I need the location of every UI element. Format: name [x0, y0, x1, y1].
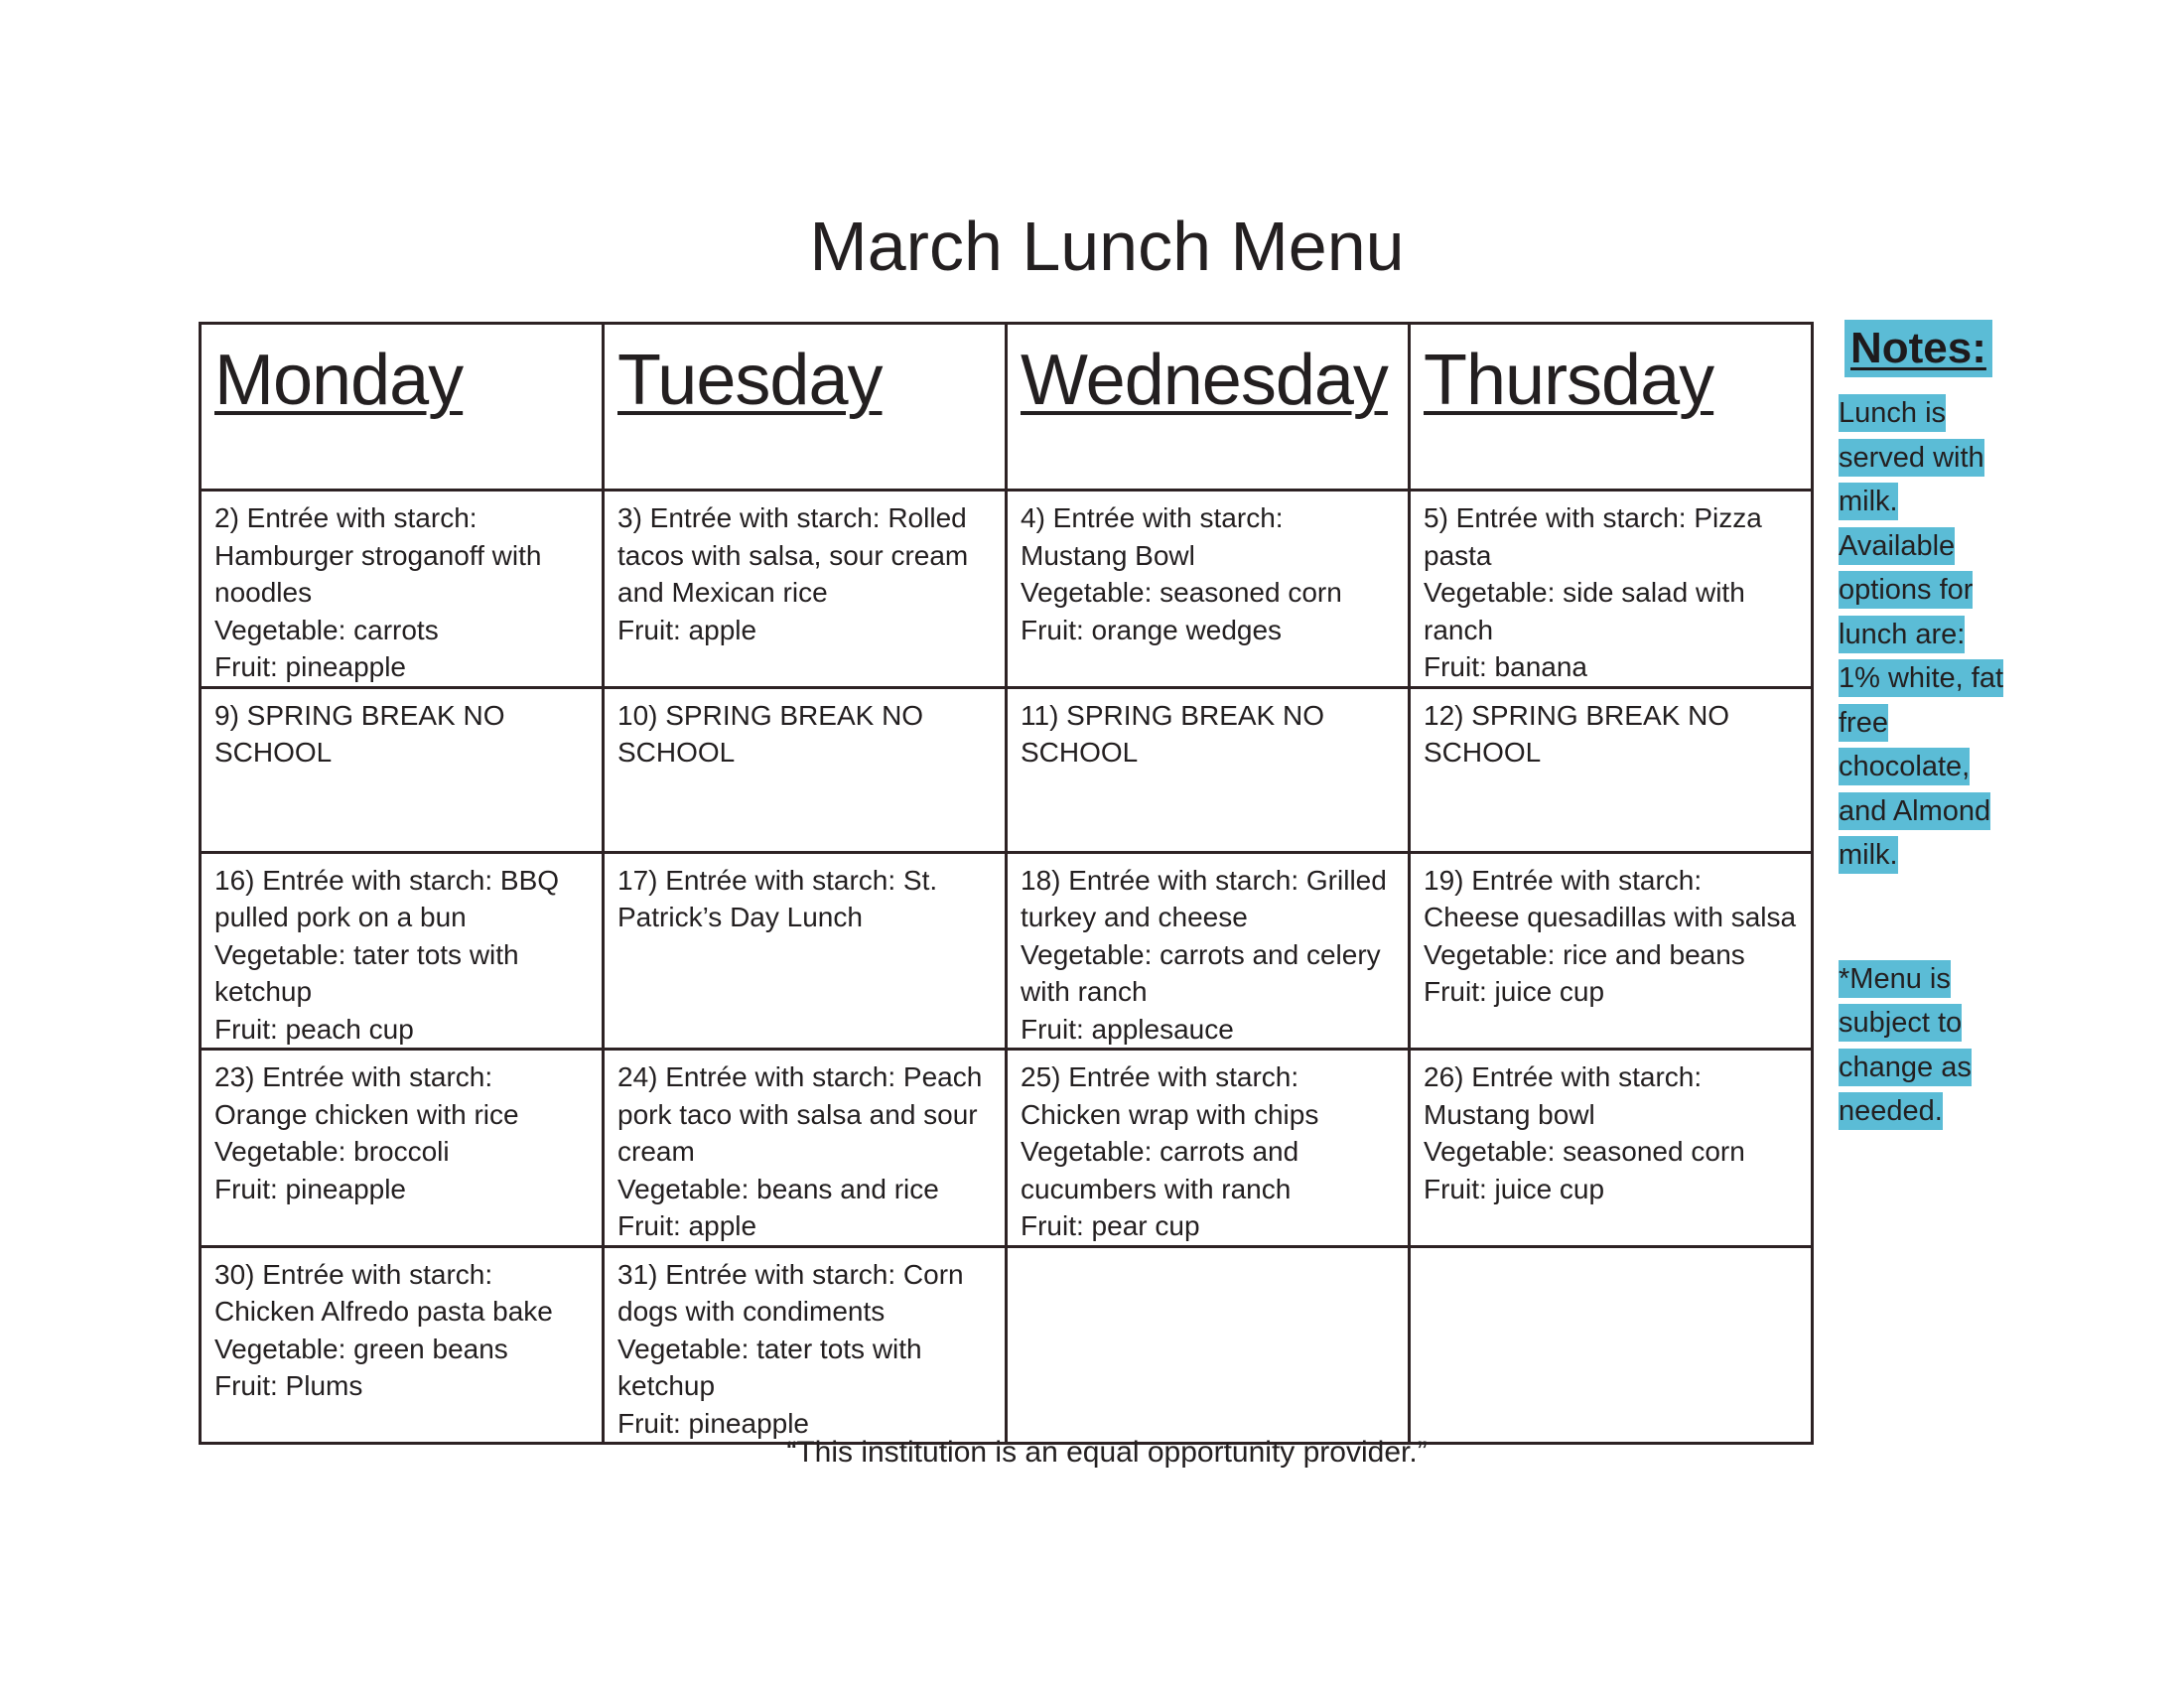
- day-name: Thursday: [1424, 341, 1714, 420]
- week-row-1: [201, 491, 1813, 688]
- menu-cell-empty: [1410, 1246, 1813, 1444]
- menu-cell: 19) Entrée with starch: Cheese quesadillas with salsa Vegetable: rice and beans Fruit: juice cup: [1410, 852, 1813, 1050]
- menu-cell: 10) SPRING BREAK NO SCHOOL: [604, 687, 1007, 852]
- week-row-3: [201, 852, 1813, 1050]
- menu-table: [199, 322, 1814, 1445]
- menu-cell: 11) SPRING BREAK NO SCHOOL: [1007, 687, 1410, 852]
- menu-cell: 24) Entrée with starch: Peach pork taco with salsa and sour cream Vegetable: beans and rice Fruit: apple: [604, 1050, 1007, 1247]
- menu-cell: 26) Entrée with starch: Mustang bowl Vegetable: seasoned corn Fruit: juice cup: [1410, 1050, 1813, 1247]
- day-name: Wednesday: [1021, 341, 1388, 420]
- week-row-4: [201, 1050, 1813, 1247]
- notes-heading: Notes:: [1844, 320, 1992, 377]
- menu-cell: 5) Entrée with starch: Pizza pasta Vegetable: side salad with ranch Fruit: banana: [1410, 491, 1813, 688]
- week-row-2: [201, 687, 1813, 852]
- menu-cell: 3) Entrée with starch: Rolled tacos with salsa, sour cream and Mexican rice Fruit: apple: [604, 491, 1007, 688]
- milk-note-text: Lunch is served with milk. Available options for lunch are: 1% white, fat free chocolate, and Almond milk.: [1839, 394, 2003, 874]
- menu-cell: 12) SPRING BREAK NO SCHOOL: [1410, 687, 1813, 852]
- day-header-tuesday: [604, 324, 1007, 491]
- menu-cell-empty: [1007, 1246, 1410, 1444]
- menu-cell: 4) Entrée with starch: Mustang Bowl Vegetable: seasoned corn Fruit: orange wedges: [1007, 491, 1410, 688]
- milk-note: [1839, 391, 2009, 878]
- menu-cell: 23) Entrée with starch: Orange chicken with rice Vegetable: broccoli Fruit: pineapple: [201, 1050, 604, 1247]
- change-note-text: *Menu is subject to change as needed.: [1839, 960, 1972, 1131]
- equal-opportunity-statement: “This institution is an equal opportunity provider.”: [786, 1436, 1428, 1469]
- menu-cell: 31) Entrée with starch: Corn dogs with condiments Vegetable: tater tots with ketchup Fruit: pineapple: [604, 1246, 1007, 1444]
- menu-cell: 2) Entrée with starch: Hamburger stroganoff with noodles Vegetable: carrots Fruit: pineapple: [201, 491, 604, 688]
- week-row-5: [201, 1246, 1813, 1444]
- menu-cell: 18) Entrée with starch: Grilled turkey and cheese Vegetable: carrots and celery with ranch Fruit: applesauce: [1007, 852, 1410, 1050]
- day-header-monday: [201, 324, 604, 491]
- notes-panel: [1839, 320, 2009, 1134]
- page-title: March Lunch Menu: [809, 208, 1405, 285]
- change-note: [1839, 957, 2009, 1134]
- day-header-row: [201, 324, 1813, 491]
- menu-cell: 30) Entrée with starch: Chicken Alfredo pasta bake Vegetable: green beans Fruit: Plums: [201, 1246, 604, 1444]
- day-name: Monday: [214, 341, 464, 420]
- day-header-wednesday: [1007, 324, 1410, 491]
- menu-cell: 17) Entrée with starch: St. Patrick’s Day Lunch: [604, 852, 1007, 1050]
- menu-cell: 25) Entrée with starch: Chicken wrap with chips Vegetable: carrots and cucumbers with ranch Fruit: pear cup: [1007, 1050, 1410, 1247]
- day-name: Tuesday: [617, 341, 883, 420]
- menu-cell: 9) SPRING BREAK NO SCHOOL: [201, 687, 604, 852]
- day-header-thursday: [1410, 324, 1813, 491]
- menu-cell: 16) Entrée with starch: BBQ pulled pork on a bun Vegetable: tater tots with ketchup Fruit: peach cup: [201, 852, 604, 1050]
